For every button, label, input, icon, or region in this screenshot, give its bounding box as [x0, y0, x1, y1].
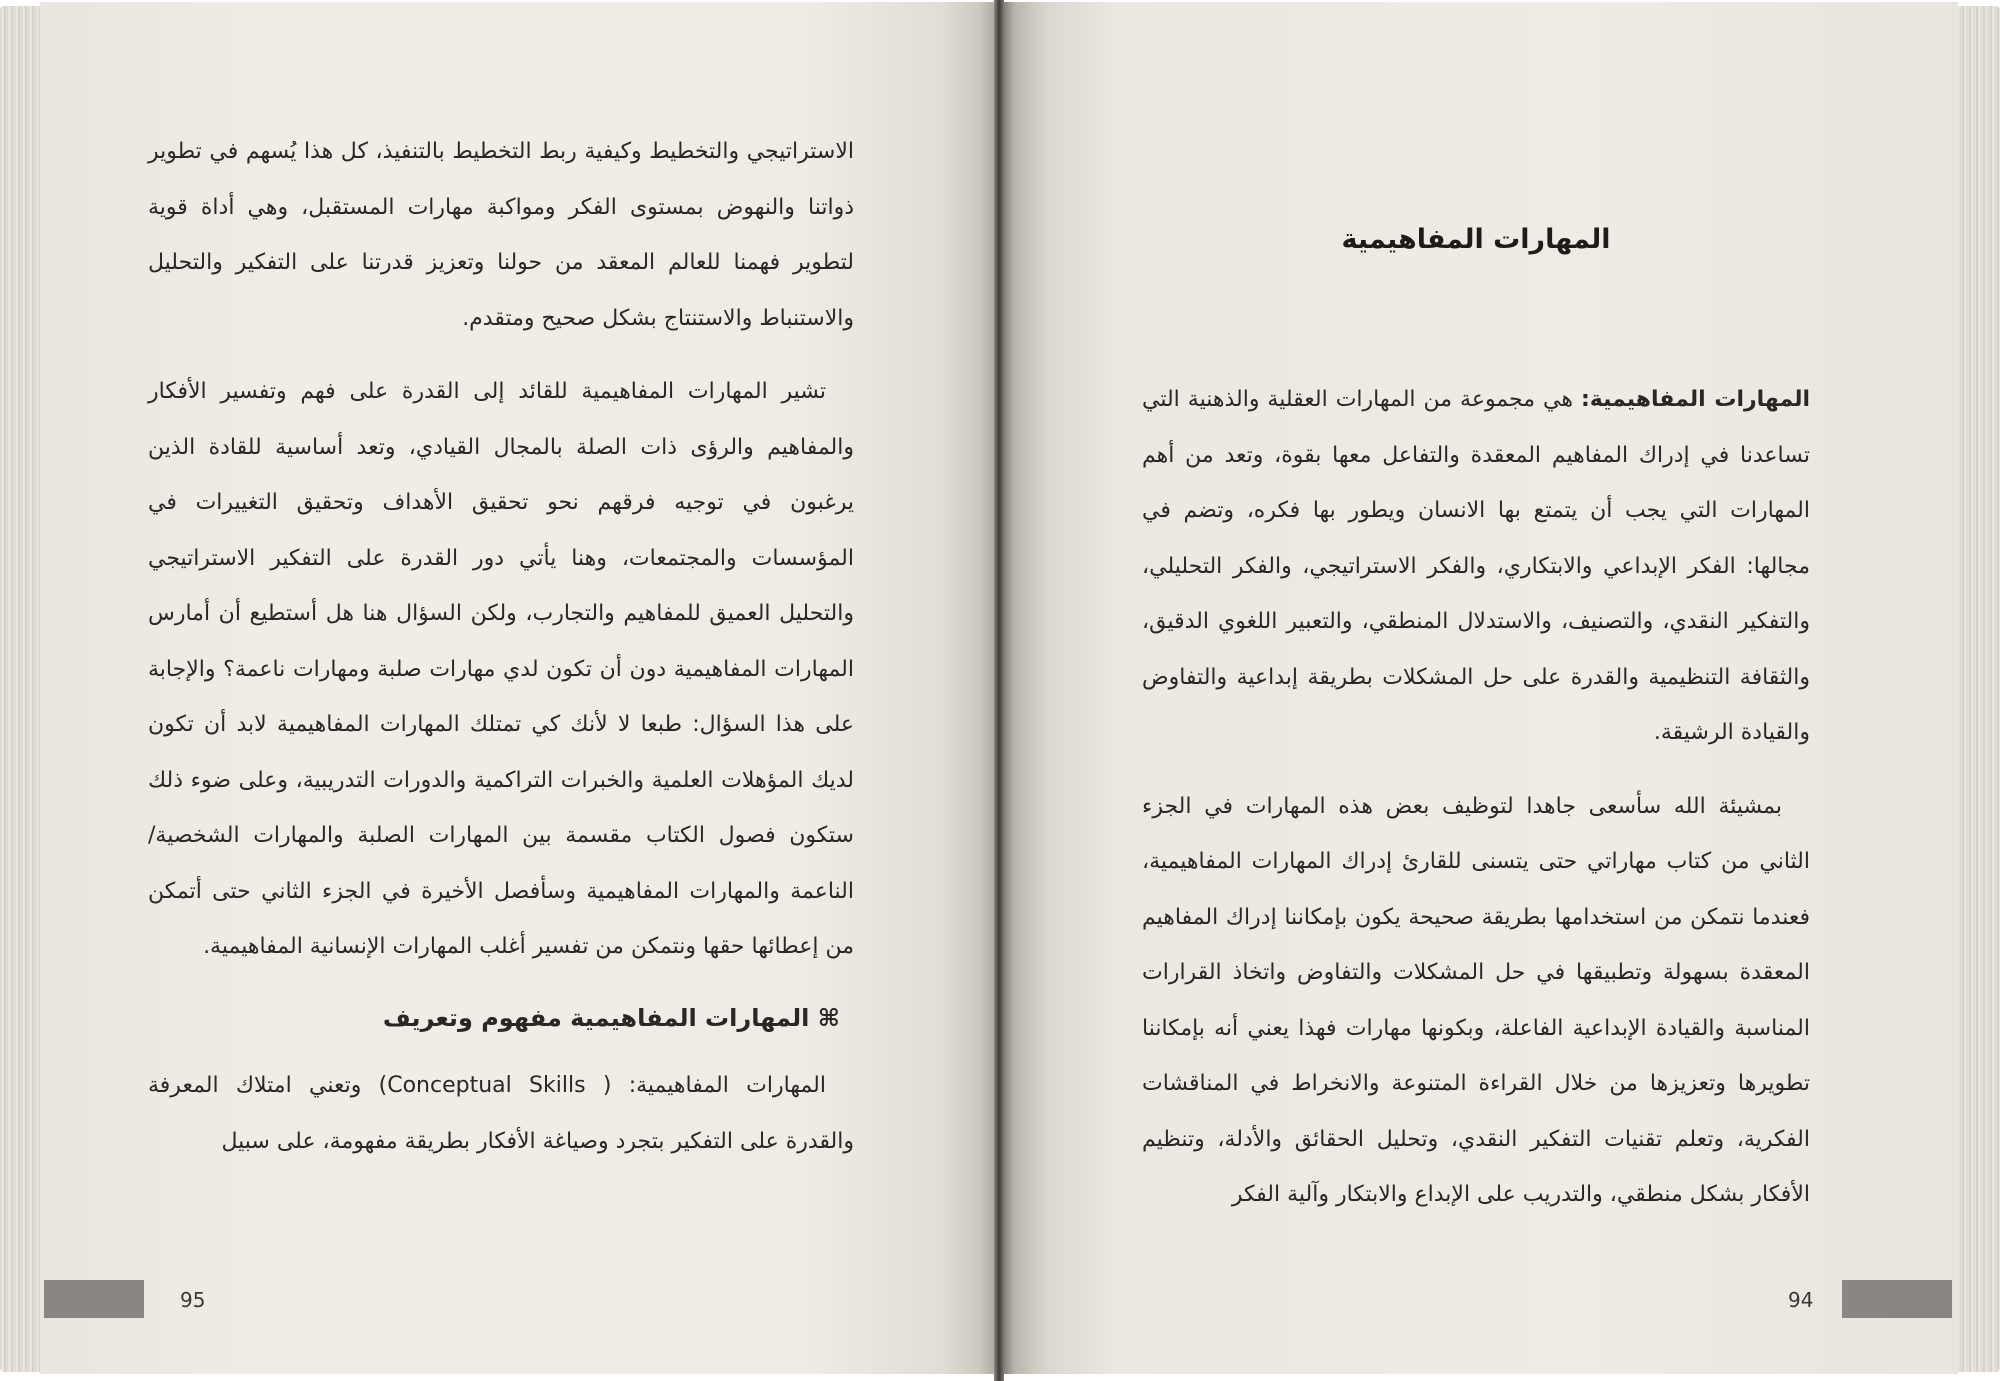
- right-paragraph-1: [1142, 372, 1810, 761]
- page-number-right: 94: [1788, 1288, 1814, 1312]
- definition-text: هي مجموعة من المهارات العقلية والذهنية التي تساعدنا في إدراك المفاهيم المعقدة والتفاعل معها بقوة، وتعد من أهم المهارات التي يجب أن يتمتع بها الانسان ويطور بها فكره، وتضم في مجالها: الفكر الإبداعي والابتكاري، والفكر الاستراتيجي، والفكر التحليلي، والتفكير النقدي، والتصنيف، والاستدلال المنطقي، والتعبير اللغوي الدقيق، والثقافة التنظيمية والقدرة على حل المشكلات بطريقة إبداعية والتفاوض والقيادة الرشيقة.: [1142, 387, 1810, 745]
- section-heading: ⌘ المهارات المفاهيمية مفهوم وتعريف: [382, 1003, 840, 1032]
- page-footer-bar-left: [44, 1280, 144, 1318]
- right-paragraph-2: بمشيئة الله سأسعى جاهدا لتوظيف بعض هذه المهارات في الجزء الثاني من كتاب مهاراتي حتى يتسنى للقارئ إدراك المهارات المفاهيمية، فعندما نتمكن من استخدامها بطريقة صحيحة يكون بإمكاننا إدراك المفاهيم المعقدة بسهولة وتطبيقها في حل المشكلات والتفاوض واتخاذ القرارات المناسبة والقيادة الإبداعية الفاعلة، وبكونها مهارات فهذا يعني أنه بإمكاننا تطويرها وتعزيزها من خلال القراءة المتنوعة والانخراط في المناقشات الفكرية، وتعلم تقنيات التفكير النقدي، وتحليل الحقائق والأدلة، وتنظيم الأفكار بشكل منطقي، والتدريب على الإبداع والابتكار وآلية الفكر: [1142, 793, 1810, 1207]
- left-page-text: [148, 124, 854, 1169]
- page-footer-bar-right: [1842, 1280, 1952, 1318]
- book-spine: [994, 0, 1004, 1381]
- left-paragraph-1: الاستراتيجي والتخطيط وكيفية ربط التخطيط بالتنفيذ، كل هذا يُسهم في تطوير ذواتنا والنهوض بمستوى الفكر ومواكبة مهارات المستقبل، وهي أداة قوية لتطوير فهمنا للعالم المعقد من حولنا وتعزيز قدرتنا على التفكير والتحليل والاستنباط والاستنتاج بشكل صحيح ومتقدم.: [148, 139, 854, 331]
- chapter-heading: المهارات المفاهيمية: [1341, 224, 1611, 255]
- definition-lead: المهارات المفاهيمية:: [1580, 387, 1810, 412]
- page-edges-right: [1954, 6, 2000, 1372]
- left-paragraph-3: المهارات المفاهيمية: ( Conceptual Skills) وتعني امتلاك المعرفة والقدرة على التفكير بتجرد وصياغة الأفكار بطريقة مفهومة، على سبيل: [148, 1073, 854, 1154]
- right-page-text: [1142, 372, 1810, 1223]
- page-number-left: 95: [180, 1288, 206, 1312]
- left-paragraph-2: تشير المهارات المفاهيمية للقائد إلى القدرة على فهم وتفسير الأفكار والمفاهيم والرؤى ذات الصلة بالمجال القيادي، وتعد أساسية للقادة الذين يرغبون في توجيه فرقهم نحو تحقيق الأهداف وتحقيق التغييرات في المؤسسات والمجتمعات، وهنا يأتي دور القدرة على التفكير الاستراتيجي والتحليل العميق للمفاهيم والتجارب، ولكن السؤال هنا هل أستطيع أن أمارس المهارات المفاهيمية دون أن تكون لدي مهارات صلبة ومهارات ناعمة؟ والإجابة على هذا السؤال: طبعا لا لأنك كي تمتلك المهارات المفاهيمية لابد أن تكون لديك المؤهلات العلمية والخبرات التراكمية والدورات التدريبية، وعلى ضوء ذلك ستكون فصول الكتاب مقسمة بين المهارات الصلبة والمهارات الشخصية/ الناعمة والمهارات المفاهيمية وسأفصل الأخيرة في الجزء الثاني حتى أتمكن من إعطائها حقها ونتمكن من تفسير أغلب المهارات الإنسانية المفاهيمية.: [148, 379, 854, 959]
